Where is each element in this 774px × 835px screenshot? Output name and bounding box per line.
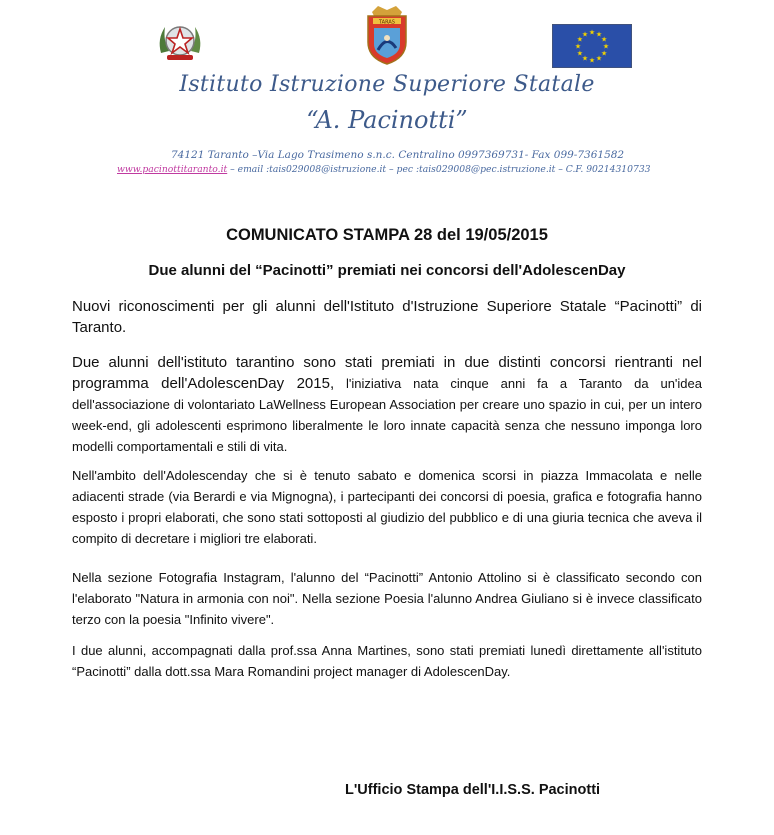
eu-star-icon: ★ <box>581 55 589 63</box>
italian-republic-emblem-icon <box>153 17 207 67</box>
european-union-flag-icon <box>552 24 632 68</box>
eu-star-icon: ★ <box>595 55 603 63</box>
eu-star-icon: ★ <box>588 29 596 37</box>
eu-star-icon: ★ <box>581 31 589 39</box>
taranto-crest-icon <box>356 4 418 66</box>
address-line: 74121 Taranto –Via Lago Trasimeno s.n.c. Centralino 0997369731- Fax 099-7361582 <box>171 149 625 161</box>
institute-name: Istituto Istruzione Superiore Statale <box>179 72 595 97</box>
institute-subtitle: “A. Pacinotti” <box>306 106 468 134</box>
eu-star-icon: ★ <box>574 43 582 51</box>
eu-star-icon: ★ <box>595 31 603 39</box>
contacts-text: – email :tais029008@istruzione.it – pec :tais029008@pec.istruzione.it – C.F. 90214310733 <box>227 164 651 175</box>
paragraph-4: Nella sezione Fotografia Instagram, l'alunno del “Pacinotti” Antonio Attolino si è classificato secondo con l'elaborato "Natura in armonia con noi". Nella sezione Poesia l'alunno Andrea Giuliano si è invece classificato terzo con la poesia "Infinito vivere". <box>72 570 702 627</box>
paragraph-2 <box>72 352 702 457</box>
contacts-line <box>117 164 651 175</box>
crest-text: TARAS <box>379 19 395 26</box>
eu-star-icon: ★ <box>576 50 584 58</box>
eu-star-icon: ★ <box>588 57 596 65</box>
article-title: Due alunni del “Pacinotti” premiati nei concorsi dell'AdolescenDay <box>148 262 626 279</box>
eu-star-icon: ★ <box>576 36 584 44</box>
paragraph-2-lead: Due alunni dell'istituto tarantino sono stati premiati in due distinti concorsi rientranti nel programma dell'AdolescenDay 2015, <box>72 354 702 392</box>
eu-star-icon: ★ <box>600 36 608 44</box>
website-link[interactable]: www.pacinottitaranto.it <box>117 164 228 175</box>
paragraph-3: Nell'ambito dell'Adolescenday che si è tenuto sabato e domenica scorsi in piazza Immacolata e nelle adiacenti strade (via Berardi e via Mignogna), i partecipanti dei concorsi di poesia, grafica e fotografia hanno esposto i propri elaborati, che sono stati sottoposti al giudizio del pubblico e di una giuria tecnica che aveva il compito di decretare i migliori tre elaborati. <box>72 468 702 546</box>
press-release-heading: COMUNICATO STAMPA 28 del 19/05/2015 <box>226 226 548 244</box>
eu-star-icon: ★ <box>602 43 610 51</box>
signature: L'Ufficio Stampa dell'I.I.S.S. Pacinotti <box>345 782 601 798</box>
paragraph-5: I due alunni, accompagnati dalla prof.ssa Anna Martines, sono stati premiati lunedì direttamente all'istituto “Pacinotti” dalla dott.ssa Mara Romandini project manager di AdolescenDay. <box>72 643 702 679</box>
eu-star-icon: ★ <box>600 50 608 58</box>
paragraph-2-rest: l'iniziativa nata cinque anni fa a Taranto da un'idea dell'associazione di volontariato LaWellness European Association per creare uno spazio in cui, per un intero week-end, gli adolescenti esprimono liberalmente le loro innate capacità senza che nessuno imponga loro modelli comportamentali e stili di vita. <box>72 376 702 454</box>
paragraph-1: Nuovi riconoscimenti per gli alunni dell'Istituto d'Istruzione Superiore Statale “Pacinotti” di Taranto. <box>72 298 702 336</box>
